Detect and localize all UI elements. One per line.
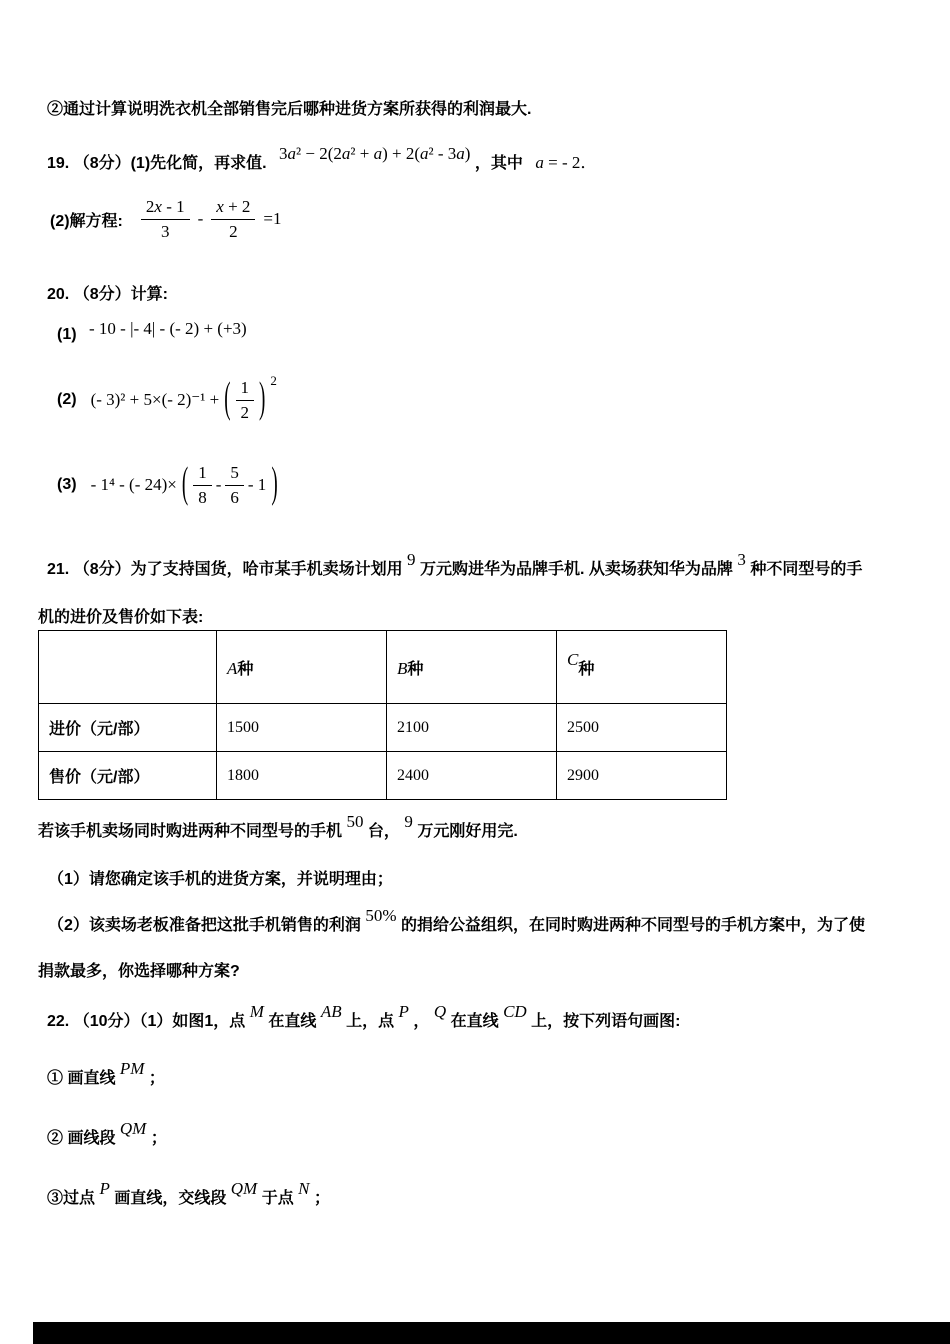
- text-segment: 若该手机卖场同时购进两种不同型号的手机: [38, 823, 343, 840]
- fraction: [141, 197, 190, 242]
- right-paren: ): [259, 374, 266, 423]
- math-var: P: [99, 1179, 110, 1198]
- table-row-purchase-price: [39, 704, 727, 752]
- math-number: 50: [346, 812, 364, 831]
- math-var: a: [456, 144, 465, 163]
- fraction: [211, 197, 255, 242]
- fraction-denominator: 8: [198, 487, 207, 507]
- q22-item2: [47, 1119, 167, 1148]
- text-segment: （1）请您确定该手机的进货方案，并说明理由；: [48, 871, 393, 888]
- text-segment: （2）该卖场老板准备把这批手机销售的利润: [48, 917, 361, 934]
- math-expression: - 1⁴ - (- 24)×: [90, 475, 177, 494]
- table-header-a: [217, 631, 387, 704]
- text-segment: 22. （10分）（1）如图1，点: [47, 1013, 246, 1030]
- table-cell: 2900: [557, 752, 727, 800]
- text-segment: 种不同型号的手: [750, 561, 863, 578]
- q22-item1: [47, 1059, 165, 1088]
- fraction-denominator: 6: [230, 487, 239, 507]
- text-segment: ，: [413, 1013, 430, 1030]
- q20-item1: [57, 319, 247, 344]
- math-var: CD: [503, 1002, 527, 1021]
- table-cell: 1800: [217, 752, 387, 800]
- text-segment: ；: [150, 1130, 167, 1147]
- fraction-numerator: 5: [225, 463, 244, 486]
- table-header-c: [557, 631, 727, 704]
- text-segment: ；: [313, 1190, 330, 1207]
- text-segment: 画直线，交线段: [114, 1190, 227, 1207]
- text-segment: 上，按下列语句画图:: [531, 1013, 681, 1030]
- table-header-empty: [39, 631, 217, 704]
- exponent: 2: [270, 373, 277, 388]
- table-header-b: [387, 631, 557, 704]
- item-number: (1): [57, 326, 77, 343]
- q19-tail-math: [535, 153, 597, 172]
- left-paren: (: [224, 374, 231, 423]
- fraction-denominator: 3: [161, 221, 170, 241]
- q21-after-table: [38, 812, 518, 841]
- text-segment: 在直线: [450, 1013, 499, 1030]
- math-var: A: [227, 658, 238, 678]
- table-row-selling-price: [39, 752, 727, 800]
- math-segment: = - 2．: [543, 153, 598, 172]
- math-segment: ) + 2(: [382, 144, 421, 163]
- table-cell: 2100: [387, 704, 557, 752]
- text-segment: 21. （8分）为了支持国货，哈市某手机卖场计划用: [47, 561, 403, 578]
- q19-part2-row: [50, 192, 282, 246]
- math-segment: ² +: [350, 144, 374, 163]
- text-segment: 台，: [367, 823, 400, 840]
- q21-line2: [38, 604, 203, 627]
- q22-line: [47, 1002, 681, 1031]
- q21-sub2-line2: [38, 958, 240, 981]
- math-number: 9: [404, 812, 413, 831]
- fraction: [236, 378, 255, 423]
- math-var: PM: [119, 1059, 145, 1078]
- item-number: (2): [57, 391, 77, 408]
- q19-tail-text: ，其中: [474, 155, 523, 172]
- math-segment: + 2: [223, 196, 251, 216]
- text-segment: 种: [578, 660, 595, 678]
- table-cell: 2500: [557, 704, 727, 752]
- math-segment: 2: [145, 196, 155, 216]
- text-segment: ① 画直线: [47, 1070, 116, 1087]
- q20-label-line: [47, 281, 168, 304]
- text-segment: 万元刚好用完.: [417, 823, 518, 840]
- q19-line: [47, 144, 598, 173]
- math-var: QM: [119, 1119, 147, 1138]
- math-segment: ² - 3: [428, 144, 457, 163]
- math-var: N: [298, 1179, 310, 1198]
- table-cell: 2400: [387, 752, 557, 800]
- text-segment: 于点: [261, 1190, 294, 1207]
- fraction-numerator: 1: [193, 463, 212, 486]
- q21-sub1: [48, 866, 393, 889]
- math-var: x: [154, 196, 162, 216]
- math-var: P: [398, 1002, 409, 1021]
- math-segment: ² − 2(2: [296, 144, 342, 163]
- q19-part2-label: (2)解方程:: [50, 212, 123, 230]
- text-segment: ② 画线段: [47, 1130, 116, 1147]
- q22-item3: [47, 1179, 330, 1208]
- fraction-numerator: 1: [236, 378, 255, 401]
- math-expression: (- 3)² + 5×(- 2)⁻¹ +: [90, 390, 220, 409]
- math-number: 50%: [365, 906, 397, 925]
- math-var: a: [373, 144, 383, 163]
- fraction-numerator: [141, 197, 190, 220]
- math-segment: 3: [279, 144, 288, 163]
- math-var: M: [249, 1002, 264, 1021]
- math-var: C: [567, 649, 579, 669]
- math-var: a: [341, 144, 351, 163]
- intro-line: [47, 96, 531, 119]
- minus-operator: -: [215, 475, 222, 494]
- price-table: [38, 630, 727, 800]
- text-segment: 捐款最多，你选择哪种方案?: [38, 963, 240, 980]
- math-var: a: [287, 144, 297, 163]
- text-segment: 种: [237, 660, 254, 678]
- math-var: B: [397, 658, 408, 678]
- intro-text: ②通过计算说明洗衣机全部销售完后哪种进货方案所获得的利润最大.: [47, 101, 532, 118]
- math-segment: ): [464, 144, 471, 163]
- text-segment: ③过点: [47, 1190, 96, 1207]
- math-var: a: [535, 153, 544, 172]
- q21-sub2-line1: [48, 906, 865, 935]
- math-segment: - 1: [247, 475, 267, 494]
- q20-item2: [57, 368, 277, 432]
- item-number: (3): [57, 476, 77, 493]
- q20-label: 20. （8分）计算:: [47, 286, 168, 303]
- text-segment: ；: [148, 1070, 165, 1087]
- math-var: Q: [433, 1002, 447, 1021]
- fraction: [193, 463, 212, 508]
- row-label: 进价（元/部）: [39, 704, 217, 752]
- math-number: 9: [407, 550, 416, 569]
- fraction-numerator: [211, 197, 255, 220]
- q19-label: 19. （8分）(1)先化简，再求值.: [47, 155, 267, 172]
- fraction: [225, 463, 244, 508]
- left-paren: (: [181, 459, 189, 508]
- row-label: 售价（元/部）: [39, 752, 217, 800]
- q20-item3: [57, 453, 279, 517]
- bottom-black-bar: [33, 1322, 950, 1344]
- fraction-denominator: 2: [240, 402, 250, 422]
- minus-operator: -: [197, 209, 204, 228]
- q19-expression: [279, 144, 470, 164]
- text-segment: 机的进价及售价如下表:: [38, 609, 204, 626]
- text-segment: 种: [407, 660, 424, 678]
- right-paren: ): [271, 459, 278, 508]
- q21-line1: [47, 550, 863, 579]
- math-var: AB: [320, 1002, 342, 1021]
- text-segment: 上，点: [346, 1013, 395, 1030]
- fraction-denominator: 2: [229, 221, 238, 241]
- text-segment: 万元购进华为品牌手机. 从卖场获知华为品牌: [420, 561, 733, 578]
- math-segment: - 1: [161, 196, 185, 216]
- math-var: x: [216, 196, 224, 216]
- math-expression: - 10 - |- 4| - (- 2) + (+3): [89, 319, 247, 338]
- math-number: 3: [737, 550, 746, 569]
- math-var: a: [420, 144, 429, 163]
- math-var: QM: [230, 1179, 258, 1198]
- text-segment: 在直线: [268, 1013, 317, 1030]
- equation-rhs: =1: [263, 209, 282, 228]
- table-header-row: [39, 631, 727, 704]
- text-segment: 的捐给公益组织，在同时购进两种不同型号的手机方案中，为了使: [400, 917, 865, 934]
- table-cell: 1500: [217, 704, 387, 752]
